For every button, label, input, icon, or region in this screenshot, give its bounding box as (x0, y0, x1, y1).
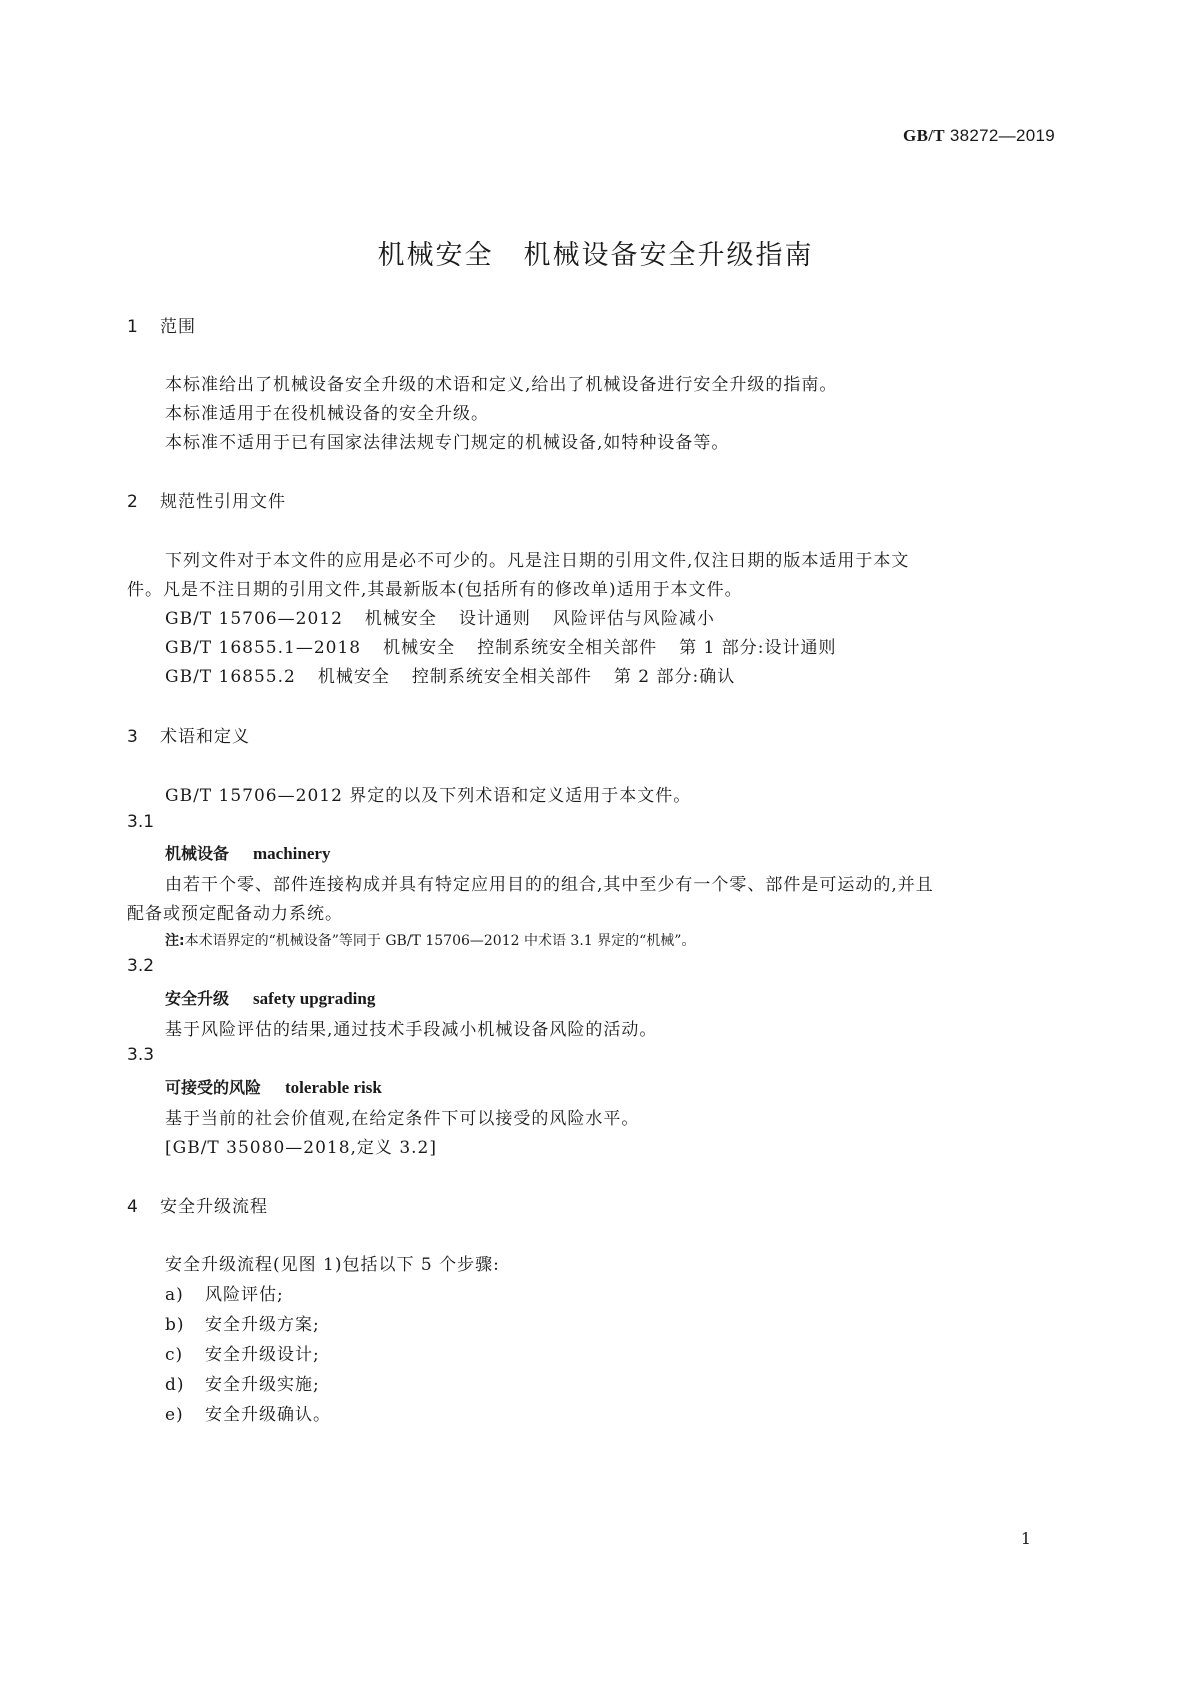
paragraph: 本标准适用于在役机械设备的安全升级。 (165, 404, 489, 424)
definition-source: [GB/T 35080—2018,定义 3.2] (165, 1138, 437, 1158)
list-item-label: e) (165, 1405, 184, 1425)
section-1-heading (127, 312, 196, 337)
section-2-heading (127, 487, 286, 512)
section-number: 3 (127, 727, 138, 747)
list-item-text: 安全升级确认。 (205, 1405, 331, 1425)
list-item-label: a) (165, 1285, 184, 1305)
clause-number: 3.3 (127, 1045, 155, 1065)
list-item-label: d) (165, 1375, 185, 1395)
section-title: 范围 (160, 317, 196, 337)
standard-code (903, 126, 1055, 146)
reference-title-part: 第 2 部分:确认 (613, 667, 736, 687)
section-4-heading (127, 1192, 268, 1217)
term-zh: 可接受的风险 (165, 1078, 262, 1097)
paragraph: 本标准给出了机械设备安全升级的术语和定义,给出了机械设备进行安全升级的指南。 (165, 375, 838, 395)
section-number: 4 (127, 1197, 138, 1217)
reference-title-part: 设计通则 (458, 609, 531, 629)
definition: 基于当前的社会价值观,在给定条件下可以接受的风险水平。 (165, 1109, 640, 1129)
list-item (165, 1370, 320, 1395)
document-title (0, 233, 1191, 272)
term-en: tolerable risk (285, 1078, 382, 1097)
paragraph: GB/T 15706—2012 界定的以及下列术语和定义适用于本文件。 (165, 786, 692, 806)
paragraph: 本标准不适用于已有国家法律法规专门规定的机械设备,如特种设备等。 (165, 433, 730, 453)
term-zh: 机械设备 (165, 844, 230, 863)
definition: 由若干个零、部件连接构成并具有特定应用目的的组合,其中至少有一个零、部件是可运动的,并且 (165, 875, 934, 895)
list-item (165, 1280, 284, 1305)
section-number: 1 (127, 317, 138, 337)
list-item-text: 风险评估; (205, 1285, 284, 1305)
clause-number: 3.2 (127, 956, 155, 976)
reference-item (165, 633, 836, 658)
list-item (165, 1310, 320, 1335)
reference-item (165, 662, 735, 687)
reference-title-part: 机械安全 (364, 609, 437, 629)
reference-item (165, 604, 715, 629)
section-number: 2 (127, 492, 138, 512)
reference-code: GB/T 16855.1—2018 (165, 638, 362, 658)
definition: 基于风险评估的结果,通过技术手段减小机械设备风险的活动。 (165, 1020, 658, 1040)
reference-title-part: 机械安全 (317, 667, 390, 687)
reference-title-part: 控制系统安全相关部件 (477, 638, 658, 658)
title-part1: 机械安全 (377, 240, 494, 271)
paragraph: 安全升级流程(见图 1)包括以下 5 个步骤: (165, 1255, 500, 1275)
term-en: safety upgrading (253, 989, 376, 1008)
note-label: 注: (165, 933, 185, 949)
term-entry (165, 1075, 382, 1098)
page-number: 1 (1020, 1529, 1031, 1548)
term-entry (165, 986, 375, 1009)
reference-title-part: 控制系统安全相关部件 (411, 667, 592, 687)
reference-title-part: 机械安全 (383, 638, 456, 658)
clause-number: 3.1 (127, 812, 155, 832)
list-item-text: 安全升级实施; (205, 1375, 320, 1395)
reference-title-part: 风险评估与风险减小 (552, 609, 715, 629)
list-item (165, 1340, 320, 1365)
list-item-text: 安全升级设计; (205, 1345, 320, 1365)
reference-title-part: 第 1 部分:设计通则 (679, 638, 837, 658)
section-title: 规范性引用文件 (160, 492, 286, 512)
section-3-heading (127, 722, 250, 747)
list-item-label: b) (165, 1315, 185, 1335)
list-item-label: c) (165, 1345, 184, 1365)
note-text: 本术语界定的“机械设备”等同于 GB/T 15706—2012 中术语 3.1 界定的“机械”。 (184, 933, 696, 949)
title-part2: 机械设备安全升级指南 (523, 240, 814, 271)
standard-prefix: GB/T (903, 126, 945, 145)
term-zh: 安全升级 (165, 989, 230, 1008)
term-entry (165, 841, 330, 864)
list-item-text: 安全升级方案; (205, 1315, 320, 1335)
paragraph: 下列文件对于本文件的应用是必不可少的。凡是注日期的引用文件,仅注日期的版本适用于本文 (165, 551, 910, 571)
reference-code: GB/T 16855.2 (165, 667, 296, 687)
section-title: 安全升级流程 (160, 1197, 268, 1217)
paragraph: 件。凡是不注日期的引用文件,其最新版本(包括所有的修改单)适用于本文件。 (127, 580, 743, 600)
list-item (165, 1400, 331, 1425)
section-title: 术语和定义 (160, 727, 250, 747)
term-en: machinery (253, 844, 331, 863)
standard-number: 38272—2019 (949, 126, 1055, 145)
definition: 配备或预定配备动力系统。 (127, 904, 343, 924)
term-note (165, 930, 695, 950)
reference-code: GB/T 15706—2012 (165, 609, 343, 629)
